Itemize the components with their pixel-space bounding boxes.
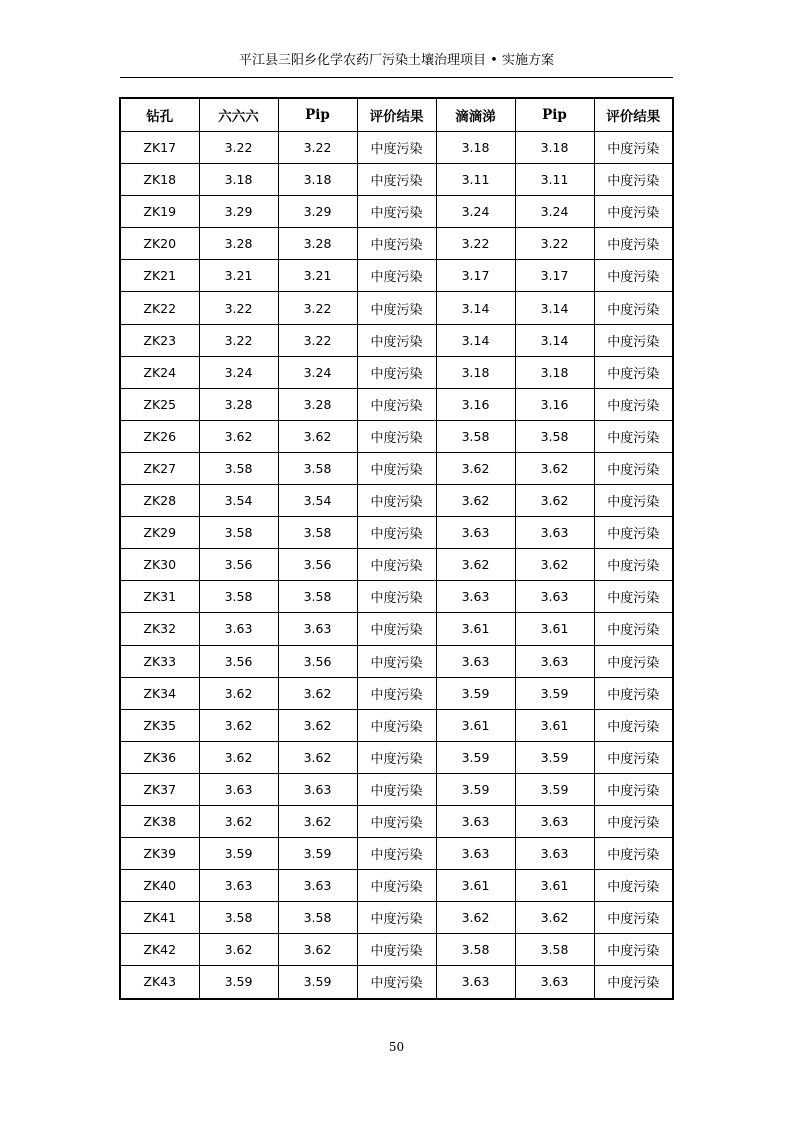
ddt-value-cell: 3.18 <box>436 356 515 388</box>
ddt-value-cell: 3.59 <box>436 773 515 805</box>
ddt-result-cell: 中度污染 <box>594 549 673 581</box>
ddt-pip-cell: 3.62 <box>515 549 594 581</box>
page-number: 50 <box>388 1040 405 1054</box>
table-row <box>120 132 673 164</box>
borehole-cell: ZK19 <box>120 196 199 228</box>
hch-value-cell: 3.62 <box>199 805 278 837</box>
ddt-result-cell: 中度污染 <box>594 934 673 966</box>
ddt-result-cell: 中度污染 <box>594 324 673 356</box>
hch-value-cell: 3.62 <box>199 934 278 966</box>
ddt-result-cell: 中度污染 <box>594 870 673 902</box>
borehole-cell: ZK21 <box>120 260 199 292</box>
table-header <box>120 98 673 132</box>
hch-pip-cell: 3.62 <box>278 741 357 773</box>
ddt-value-cell: 3.62 <box>436 902 515 934</box>
hch-pip-cell: 3.63 <box>278 613 357 645</box>
hch-value-cell: 3.29 <box>199 196 278 228</box>
ddt-result-cell: 中度污染 <box>594 581 673 613</box>
ddt-value-cell: 3.61 <box>436 870 515 902</box>
table-row <box>120 677 673 709</box>
ddt-value-cell: 3.63 <box>436 581 515 613</box>
hch-value-cell: 3.24 <box>199 356 278 388</box>
hch-pip-cell: 3.58 <box>278 452 357 484</box>
table-row <box>120 741 673 773</box>
table-body <box>120 132 673 999</box>
hch-pip-cell: 3.58 <box>278 517 357 549</box>
ddt-value-cell: 3.11 <box>436 164 515 196</box>
hch-result-cell: 中度污染 <box>357 709 436 741</box>
borehole-cell: ZK24 <box>120 356 199 388</box>
table-row <box>120 228 673 260</box>
borehole-cell: ZK39 <box>120 838 199 870</box>
table-row <box>120 645 673 677</box>
hch-result-cell: 中度污染 <box>357 870 436 902</box>
table-header-row <box>120 98 673 132</box>
ddt-value-cell: 3.61 <box>436 613 515 645</box>
table-row <box>120 517 673 549</box>
hch-value-cell: 3.58 <box>199 517 278 549</box>
ddt-pip-cell: 3.59 <box>515 677 594 709</box>
hch-result-cell: 中度污染 <box>357 677 436 709</box>
borehole-cell: ZK37 <box>120 773 199 805</box>
ddt-pip-cell: 3.62 <box>515 452 594 484</box>
ddt-pip-cell: 3.63 <box>515 517 594 549</box>
ddt-pip-cell: 3.14 <box>515 292 594 324</box>
hch-result-cell: 中度污染 <box>357 805 436 837</box>
hch-value-cell: 3.54 <box>199 485 278 517</box>
ddt-value-cell: 3.62 <box>436 485 515 517</box>
hch-pip-cell: 3.18 <box>278 164 357 196</box>
hch-value-cell: 3.22 <box>199 132 278 164</box>
hch-result-cell: 中度污染 <box>357 934 436 966</box>
table-row <box>120 709 673 741</box>
hch-result-cell: 中度污染 <box>357 517 436 549</box>
table-row <box>120 613 673 645</box>
borehole-cell: ZK41 <box>120 902 199 934</box>
ddt-value-cell: 3.14 <box>436 324 515 356</box>
column-header-pip-1: Pip <box>278 98 357 132</box>
borehole-cell: ZK43 <box>120 966 199 999</box>
hch-pip-cell: 3.62 <box>278 677 357 709</box>
ddt-result-cell: 中度污染 <box>594 292 673 324</box>
hch-value-cell: 3.28 <box>199 228 278 260</box>
page-header <box>120 50 673 78</box>
hch-value-cell: 3.59 <box>199 966 278 999</box>
ddt-pip-cell: 3.59 <box>515 773 594 805</box>
ddt-value-cell: 3.17 <box>436 260 515 292</box>
borehole-cell: ZK28 <box>120 485 199 517</box>
borehole-cell: ZK40 <box>120 870 199 902</box>
ddt-value-cell: 3.61 <box>436 709 515 741</box>
hch-result-cell: 中度污染 <box>357 292 436 324</box>
ddt-result-cell: 中度污染 <box>594 613 673 645</box>
borehole-cell: ZK25 <box>120 388 199 420</box>
hch-pip-cell: 3.22 <box>278 324 357 356</box>
borehole-cell: ZK34 <box>120 677 199 709</box>
borehole-cell: ZK33 <box>120 645 199 677</box>
ddt-result-cell: 中度污染 <box>594 260 673 292</box>
hch-value-cell: 3.22 <box>199 292 278 324</box>
ddt-pip-cell: 3.58 <box>515 420 594 452</box>
table-row <box>120 870 673 902</box>
ddt-pip-cell: 3.61 <box>515 870 594 902</box>
hch-result-cell: 中度污染 <box>357 741 436 773</box>
borehole-cell: ZK17 <box>120 132 199 164</box>
borehole-cell: ZK36 <box>120 741 199 773</box>
hch-result-cell: 中度污染 <box>357 452 436 484</box>
ddt-result-cell: 中度污染 <box>594 966 673 999</box>
table-row <box>120 292 673 324</box>
ddt-value-cell: 3.63 <box>436 517 515 549</box>
hch-result-cell: 中度污染 <box>357 196 436 228</box>
hch-result-cell: 中度污染 <box>357 902 436 934</box>
ddt-value-cell: 3.63 <box>436 645 515 677</box>
ddt-pip-cell: 3.63 <box>515 805 594 837</box>
borehole-cell: ZK32 <box>120 613 199 645</box>
ddt-value-cell: 3.24 <box>436 196 515 228</box>
ddt-value-cell: 3.18 <box>436 132 515 164</box>
hch-result-cell: 中度污染 <box>357 485 436 517</box>
table-row <box>120 485 673 517</box>
table-row <box>120 452 673 484</box>
hch-pip-cell: 3.56 <box>278 645 357 677</box>
ddt-pip-cell: 3.63 <box>515 838 594 870</box>
table-row <box>120 549 673 581</box>
hch-pip-cell: 3.62 <box>278 805 357 837</box>
table-row <box>120 966 673 999</box>
hch-result-cell: 中度污染 <box>357 549 436 581</box>
hch-pip-cell: 3.22 <box>278 292 357 324</box>
hch-value-cell: 3.21 <box>199 260 278 292</box>
hch-result-cell: 中度污染 <box>357 132 436 164</box>
borehole-cell: ZK22 <box>120 292 199 324</box>
hch-pip-cell: 3.62 <box>278 709 357 741</box>
ddt-result-cell: 中度污染 <box>594 838 673 870</box>
table-row <box>120 902 673 934</box>
ddt-result-cell: 中度污染 <box>594 485 673 517</box>
ddt-value-cell: 3.62 <box>436 549 515 581</box>
table-row <box>120 356 673 388</box>
table-row <box>120 260 673 292</box>
ddt-pip-cell: 3.18 <box>515 132 594 164</box>
hch-value-cell: 3.62 <box>199 709 278 741</box>
hch-pip-cell: 3.58 <box>278 902 357 934</box>
ddt-value-cell: 3.16 <box>436 388 515 420</box>
hch-result-cell: 中度污染 <box>357 164 436 196</box>
hch-result-cell: 中度污染 <box>357 228 436 260</box>
ddt-pip-cell: 3.24 <box>515 196 594 228</box>
hch-pip-cell: 3.63 <box>278 773 357 805</box>
ddt-result-cell: 中度污染 <box>594 773 673 805</box>
ddt-pip-cell: 3.59 <box>515 741 594 773</box>
ddt-value-cell: 3.58 <box>436 420 515 452</box>
ddt-pip-cell: 3.62 <box>515 485 594 517</box>
hch-result-cell: 中度污染 <box>357 613 436 645</box>
ddt-value-cell: 3.59 <box>436 741 515 773</box>
ddt-pip-cell: 3.18 <box>515 356 594 388</box>
ddt-pip-cell: 3.61 <box>515 613 594 645</box>
hch-pip-cell: 3.62 <box>278 420 357 452</box>
ddt-result-cell: 中度污染 <box>594 420 673 452</box>
column-header-result-2: 评价结果 <box>594 98 673 132</box>
borehole-cell: ZK27 <box>120 452 199 484</box>
hch-pip-cell: 3.28 <box>278 388 357 420</box>
ddt-value-cell: 3.63 <box>436 805 515 837</box>
hch-value-cell: 3.63 <box>199 613 278 645</box>
ddt-result-cell: 中度污染 <box>594 356 673 388</box>
ddt-result-cell: 中度污染 <box>594 805 673 837</box>
ddt-value-cell: 3.22 <box>436 228 515 260</box>
hch-result-cell: 中度污染 <box>357 388 436 420</box>
ddt-pip-cell: 3.63 <box>515 966 594 999</box>
ddt-result-cell: 中度污染 <box>594 452 673 484</box>
hch-value-cell: 3.59 <box>199 838 278 870</box>
hch-pip-cell: 3.56 <box>278 549 357 581</box>
hch-value-cell: 3.62 <box>199 677 278 709</box>
borehole-cell: ZK18 <box>120 164 199 196</box>
column-header-hch: 六六六 <box>199 98 278 132</box>
hch-result-cell: 中度污染 <box>357 838 436 870</box>
hch-value-cell: 3.63 <box>199 870 278 902</box>
ddt-value-cell: 3.14 <box>436 292 515 324</box>
hch-result-cell: 中度污染 <box>357 260 436 292</box>
ddt-result-cell: 中度污染 <box>594 132 673 164</box>
hch-value-cell: 3.62 <box>199 420 278 452</box>
ddt-result-cell: 中度污染 <box>594 677 673 709</box>
hch-value-cell: 3.62 <box>199 741 278 773</box>
pollution-evaluation-table <box>119 97 674 1000</box>
hch-pip-cell: 3.28 <box>278 228 357 260</box>
ddt-value-cell: 3.62 <box>436 452 515 484</box>
table-row <box>120 388 673 420</box>
ddt-pip-cell: 3.17 <box>515 260 594 292</box>
borehole-cell: ZK23 <box>120 324 199 356</box>
hch-pip-cell: 3.29 <box>278 196 357 228</box>
table-row <box>120 581 673 613</box>
hch-pip-cell: 3.59 <box>278 838 357 870</box>
hch-value-cell: 3.56 <box>199 549 278 581</box>
hch-pip-cell: 3.21 <box>278 260 357 292</box>
ddt-value-cell: 3.63 <box>436 966 515 999</box>
ddt-pip-cell: 3.62 <box>515 902 594 934</box>
hch-value-cell: 3.18 <box>199 164 278 196</box>
borehole-cell: ZK26 <box>120 420 199 452</box>
ddt-result-cell: 中度污染 <box>594 709 673 741</box>
borehole-cell: ZK30 <box>120 549 199 581</box>
table-row <box>120 773 673 805</box>
table-row <box>120 805 673 837</box>
hch-result-cell: 中度污染 <box>357 581 436 613</box>
borehole-cell: ZK38 <box>120 805 199 837</box>
borehole-cell: ZK42 <box>120 934 199 966</box>
ddt-value-cell: 3.58 <box>436 934 515 966</box>
hch-value-cell: 3.58 <box>199 581 278 613</box>
ddt-pip-cell: 3.63 <box>515 645 594 677</box>
ddt-result-cell: 中度污染 <box>594 228 673 260</box>
hch-pip-cell: 3.54 <box>278 485 357 517</box>
ddt-pip-cell: 3.61 <box>515 709 594 741</box>
hch-result-cell: 中度污染 <box>357 324 436 356</box>
borehole-cell: ZK35 <box>120 709 199 741</box>
column-header-result-1: 评价结果 <box>357 98 436 132</box>
table-row <box>120 420 673 452</box>
hch-value-cell: 3.56 <box>199 645 278 677</box>
ddt-result-cell: 中度污染 <box>594 517 673 549</box>
ddt-pip-cell: 3.63 <box>515 581 594 613</box>
borehole-cell: ZK31 <box>120 581 199 613</box>
borehole-cell: ZK29 <box>120 517 199 549</box>
ddt-result-cell: 中度污染 <box>594 902 673 934</box>
ddt-result-cell: 中度污染 <box>594 196 673 228</box>
hch-pip-cell: 3.59 <box>278 966 357 999</box>
table-row <box>120 324 673 356</box>
table-row <box>120 934 673 966</box>
ddt-pip-cell: 3.16 <box>515 388 594 420</box>
column-header-borehole: 钻孔 <box>120 98 199 132</box>
ddt-result-cell: 中度污染 <box>594 388 673 420</box>
hch-result-cell: 中度污染 <box>357 356 436 388</box>
ddt-result-cell: 中度污染 <box>594 164 673 196</box>
hch-pip-cell: 3.63 <box>278 870 357 902</box>
hch-value-cell: 3.63 <box>199 773 278 805</box>
ddt-result-cell: 中度污染 <box>594 741 673 773</box>
hch-value-cell: 3.28 <box>199 388 278 420</box>
page-header-title: 平江县三阳乡化学农药厂污染土壤治理项目 • 实施方案 <box>239 53 554 68</box>
hch-result-cell: 中度污染 <box>357 966 436 999</box>
ddt-value-cell: 3.63 <box>436 838 515 870</box>
hch-result-cell: 中度污染 <box>357 645 436 677</box>
column-header-pip-2: Pip <box>515 98 594 132</box>
borehole-cell: ZK20 <box>120 228 199 260</box>
ddt-pip-cell: 3.14 <box>515 324 594 356</box>
hch-value-cell: 3.58 <box>199 452 278 484</box>
ddt-pip-cell: 3.58 <box>515 934 594 966</box>
hch-value-cell: 3.58 <box>199 902 278 934</box>
hch-pip-cell: 3.22 <box>278 132 357 164</box>
table-row <box>120 164 673 196</box>
hch-result-cell: 中度污染 <box>357 420 436 452</box>
table-row <box>120 196 673 228</box>
ddt-value-cell: 3.59 <box>436 677 515 709</box>
hch-value-cell: 3.22 <box>199 324 278 356</box>
hch-pip-cell: 3.24 <box>278 356 357 388</box>
ddt-pip-cell: 3.11 <box>515 164 594 196</box>
hch-pip-cell: 3.62 <box>278 934 357 966</box>
table-row <box>120 838 673 870</box>
hch-result-cell: 中度污染 <box>357 773 436 805</box>
ddt-pip-cell: 3.22 <box>515 228 594 260</box>
column-header-ddt: 滴滴涕 <box>436 98 515 132</box>
ddt-result-cell: 中度污染 <box>594 645 673 677</box>
hch-pip-cell: 3.58 <box>278 581 357 613</box>
